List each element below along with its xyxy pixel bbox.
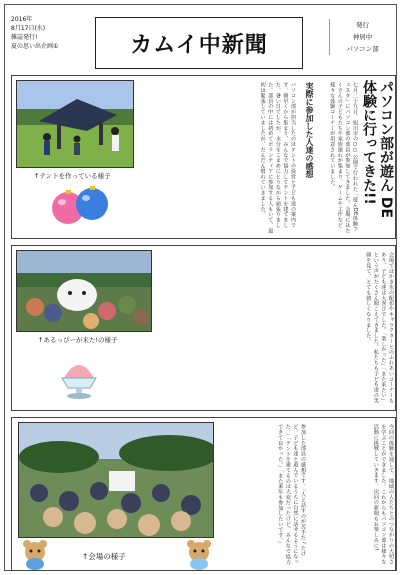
venue-photo <box>18 422 214 538</box>
mascot-photo <box>16 250 152 332</box>
newspaper-title: カムイ中新聞 <box>95 17 303 69</box>
article-body-1: パソコン部が担当したのはテントの設営と子ども達の案内です。朝早くから集まり、みんなで協力してテントを建てました。暑い日でしたが、水分をこまめにとりながら頑張りました。部員の中には初めてボランティアに参加する人もいて、最初は緊張していましたが、だんだん慣れていきました。 <box>259 82 296 234</box>
bear-left-illustration <box>18 540 52 570</box>
publisher-school: 神居中 <box>352 33 373 41</box>
venue-photo-image <box>19 423 214 538</box>
newspaper-page <box>4 4 397 571</box>
publisher-label: 発行 <box>356 21 369 29</box>
article-subhead: 実際に参加した人達の感想 <box>305 82 314 178</box>
article-body-4: 今回の体験を通して、地域の人たちとのつながりの大切さを学ぶことができました。これからもパソコン部は様々な活動に挑戦していきます。次回の新聞もお楽しみに! <box>372 424 394 565</box>
issue-note: 雑誌発行! <box>11 34 38 41</box>
shaved-ice-illustration <box>56 350 102 400</box>
article-intro: 七月二十九日、旭川市の○○公園で行われた「遊んDE体験フェスタ」にパソコン部の部員が参加してきました。会場にはたくさんの子どもたちや家族連れが集まり、ゲームや工作など様々な体験コーナーが用意されていました。 <box>329 82 358 234</box>
mascot-photo-caption: ↑あるっぴーが来た!の様子 <box>38 336 118 344</box>
article-headline: パソコン部が遊ん DE 体験に行ってきた!! <box>361 80 394 219</box>
publisher-club: パソコン部 <box>346 45 379 53</box>
article-section-top <box>11 75 396 239</box>
venue-photo-caption: ↑会場の様子 <box>82 552 126 561</box>
tent-photo-caption: ↑テントを作っている様子 <box>34 172 111 180</box>
bear-right-illustration <box>182 540 216 570</box>
mascot-photo-image <box>17 251 152 332</box>
issue-date: 8月17日(水) <box>11 25 46 32</box>
article-body-3: 参加した部員の感想です。「人と話すのが苦手だったけど、子ども達と遊んでいるうちに自然に話せるようになった。」「テントを建てるのは大変だったけど、みんなで協力できて良かった。」「また来年も参加したいです。」 <box>277 424 306 565</box>
balloons-illustration <box>48 184 118 226</box>
tent-photo <box>16 80 134 168</box>
article-section-middle <box>11 245 396 411</box>
publisher-info <box>329 19 395 55</box>
tent-photo-image <box>17 81 134 168</box>
article-section-bottom <box>11 417 396 571</box>
issue-series: 夏の思い出企画① <box>11 43 59 50</box>
article-body-2: 会場ではかき氷の配布やキャラクターとのふれあいコーナーもあり、子ども達は大喜びでした。「楽しかった」「また来たい」という声がたくさん聞こえてきました。私たちも子ども達の笑顔を見て、とても嬉しくなりました。 <box>365 252 394 404</box>
issue-year: 2016年 <box>11 16 33 23</box>
issue-info <box>11 15 87 51</box>
